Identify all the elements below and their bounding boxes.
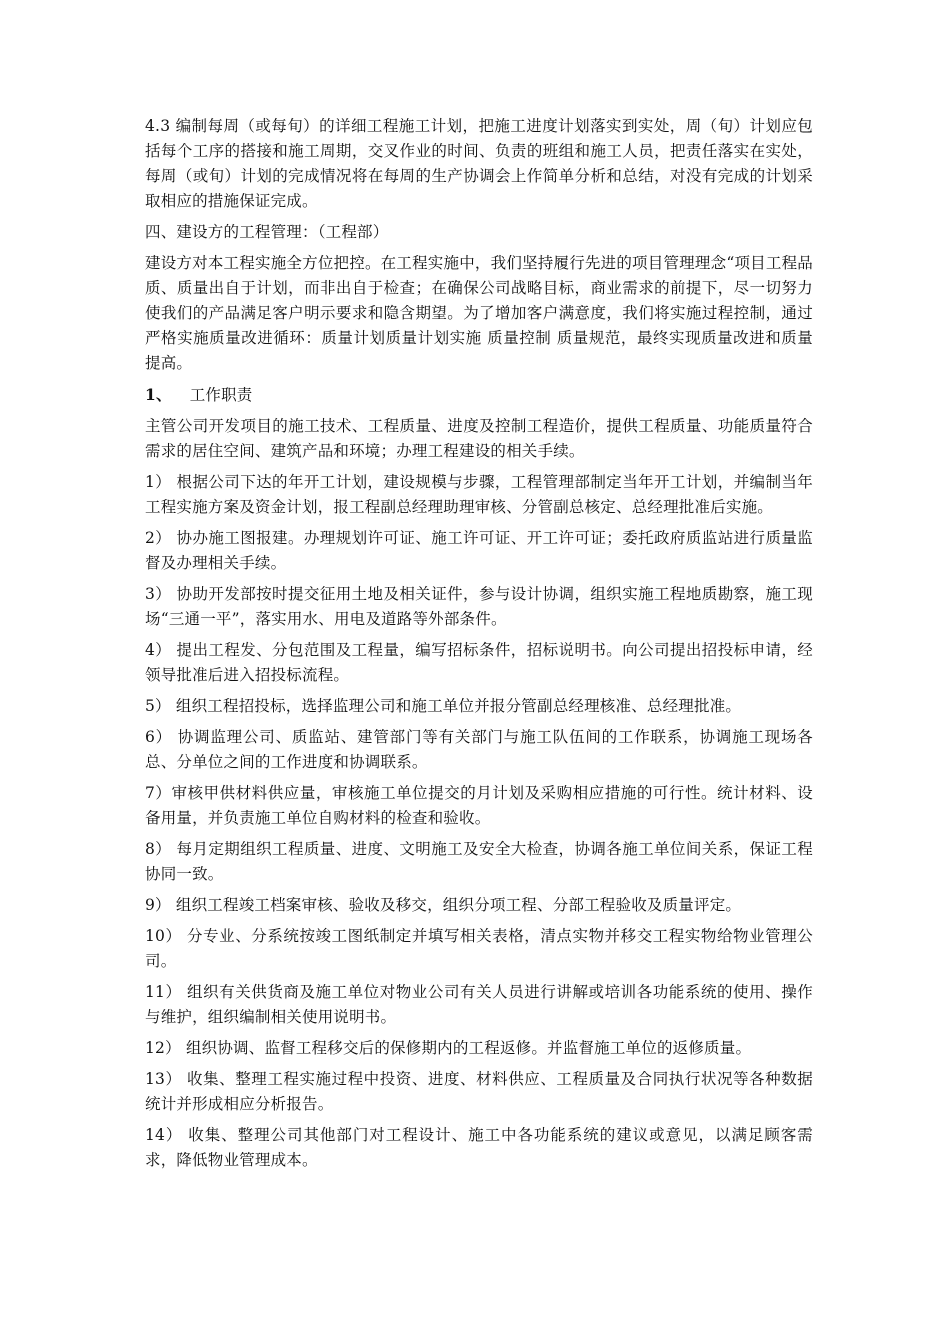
list-item-13: 13） 收集、整理工程实施过程中投资、进度、材料供应、工程质量及合同执行状况等各种数据统计并形成相应分析报告。 [145, 1070, 813, 1113]
list-item-7: 7）审核甲供材料供应量，审核施工单位提交的月计划及采购相应措施的可行性。统计材料、设备用量，并负责施工单位自购材料的检查和验收。 [145, 784, 813, 827]
list-item-14: 14） 收集、整理公司其他部门对工程设计、施工中各功能系统的建议或意见，以满足顾客需求，降低物业管理成本。 [145, 1126, 813, 1169]
paragraph-section-4-intro: 建设方对本工程实施全方位把控。在工程实施中，我们坚持履行先进的项目管理理念“项目工程品质、质量出自于计划，而非出自于检查；在确保公司战略目标，商业需求的前提下，尽一切努力使我们的产品满足客户明示要求和隐含期望。为了增加客户满意度，我们将实施过程控制，通过严格实施质量改进循环：质量计划质量计划实施 质量控制 质量规范，最终实现质量改进和质量提高。 [145, 254, 813, 372]
list-item-5: 5） 组织工程招投标，选择监理公司和施工单位并报分管副总经理核准、总经理批准。 [145, 697, 742, 715]
list-item-12: 12） 组织协调、监督工程移交后的保修期内的工程返修。并监督施工单位的返修质量。 [145, 1039, 752, 1057]
list-item-9: 9） 组织工程竣工档案审核、验收及移交，组织分项工程、分部工程验收及质量评定。 [145, 896, 742, 914]
document-page [145, 114, 813, 1179]
sub-heading-title: 工作职责 [189, 386, 253, 404]
list-item-6: 6） 协调监理公司、质监站、建管部门等有关部门与施工队伍间的工作联系，协调施工现场各总、分单位之间的工作进度和协调联系。 [145, 728, 813, 771]
list-item-1: 1） 根据公司下达的年开工计划，建设规模与步骤，工程管理部制定当年开工计划，并编制当年工程实施方案及资金计划，报工程副总经理助理审核、分管副总核定、总经理批准后实施。 [145, 473, 813, 516]
list-item-8: 8） 每月定期组织工程质量、进度、文明施工及安全大检查，协调各施工单位间关系，保证工程协同一致。 [145, 840, 813, 883]
list-item-2: 2） 协办施工图报建。办理规划许可证、施工许可证、开工许可证；委托政府质监站进行质量监督及办理相关手续。 [145, 529, 813, 572]
list-item-11: 11） 组织有关供货商及施工单位对物业公司有关人员进行讲解或培训各功能系统的使用、操作与维护，组织编制相关使用说明书。 [145, 983, 813, 1026]
list-item-3: 3） 协助开发部按时提交征用土地及相关证件，参与设计协调，组织实施工程地质勘察，施工现场“三通一平”，落实用水、用电及道路等外部条件。 [145, 585, 813, 628]
paragraph-4-3: 4.3 编制每周（或每旬）的详细工程施工计划，把施工进度计划落实到实处，周（旬）计划应包括每个工序的搭接和施工周期，交叉作业的时间、负责的班组和施工人员，把责任落实在实处，每周（或旬）计划的完成情况将在每周的生产协调会上作简单分析和总结，对没有完成的计划采取相应的措施保证完成。 [145, 117, 813, 210]
paragraph-duties-intro: 主管公司开发项目的施工技术、工程质量、进度及控制工程造价，提供工程质量、功能质量符合需求的居住空间、建筑产品和环境；办理工程建设的相关手续。 [145, 417, 813, 460]
list-item-4: 4） 提出工程发、分包范围及工程量，编写招标条件，招标说明书。向公司提出招投标申请，经领导批准后进入招投标流程。 [145, 641, 813, 684]
sub-heading-number: 1、 [145, 385, 172, 404]
section-heading-4: 四、建设方的工程管理：（工程部） [145, 223, 389, 241]
sub-heading-work-duties [145, 382, 813, 408]
list-item-10: 10） 分专业、分系统按竣工图纸制定并填写相关表格，清点实物并移交工程实物给物业管理公司。 [145, 927, 813, 970]
